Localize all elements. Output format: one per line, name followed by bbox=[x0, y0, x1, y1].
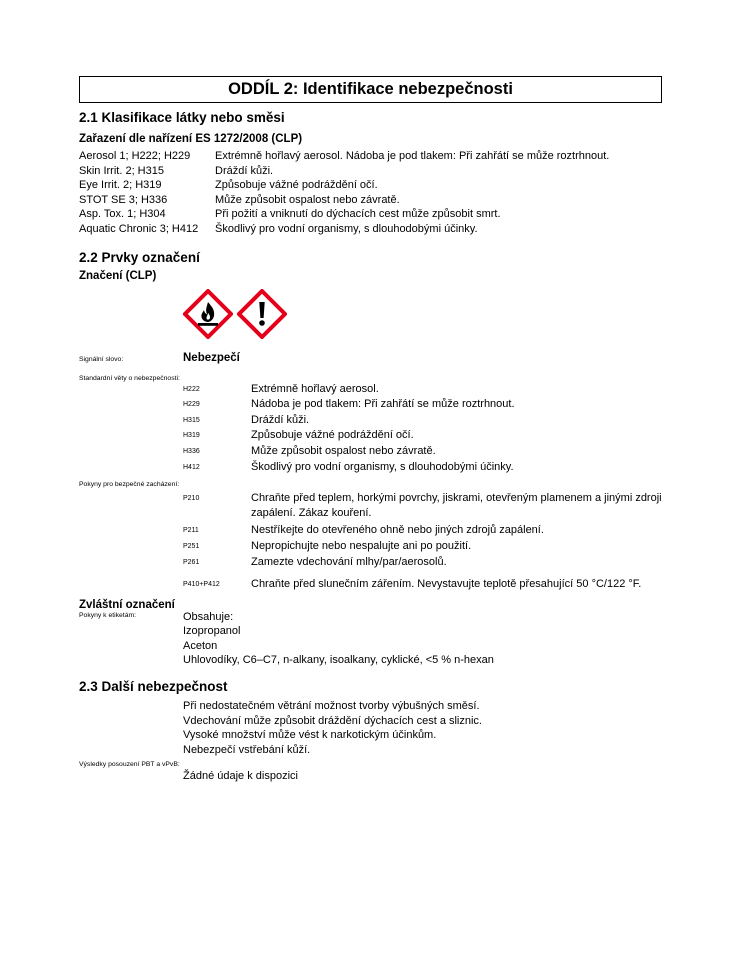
exclamation-pictogram-icon bbox=[237, 289, 287, 339]
label-notes-block bbox=[79, 611, 662, 668]
classification-row bbox=[79, 164, 662, 179]
classification-code: Skin Irrit. 2; H315 bbox=[79, 164, 164, 177]
h-code: H222 bbox=[183, 385, 200, 393]
p-code: P210 bbox=[183, 495, 200, 503]
other-hazard-line: Při nedostatečném větrání možnost tvorby výbušných směsí. bbox=[183, 700, 480, 713]
pbt-label: Výsledky posouzení PBT a vPvB: bbox=[79, 761, 180, 769]
other-hazards-list bbox=[183, 699, 662, 757]
classification-text: Extrémně hořlavý aerosol. Nádoba je pod tlakem: Při zahřátí se může roztrhnout. bbox=[215, 150, 610, 162]
p-text: Chraňte před slunečním zářením. Nevystavujte teplotě přesahující 50 °C/122 °F. bbox=[251, 578, 642, 591]
section-title: ODDÍL 2: Identifikace nebezpečnosti bbox=[79, 76, 662, 103]
other-hazard-line: Nebezpečí vstřebání kůží. bbox=[183, 743, 311, 756]
p-code: P410+P412 bbox=[183, 581, 220, 589]
classification-text: Může způsobit ospalost nebo závratě. bbox=[215, 193, 400, 206]
classification-row bbox=[79, 222, 662, 237]
subheading-clp-classification: Zařazení dle nařízení ES 1272/2008 (CLP) bbox=[79, 133, 303, 145]
classification-row bbox=[79, 207, 662, 222]
classification-code: Aquatic Chronic 3; H412 bbox=[79, 222, 199, 235]
p-text: Nestříkejte do otevřeného ohně nebo jiných zdrojů zapálení. bbox=[251, 524, 544, 537]
p-statement bbox=[79, 577, 662, 593]
h-code: H319 bbox=[183, 432, 200, 440]
special-labelling-heading: Zvláštní označení bbox=[79, 598, 175, 611]
label-notes-list bbox=[183, 610, 494, 668]
classification-text: Při požití a vniknutí do dýchacích cest může způsobit smrt. bbox=[215, 208, 501, 221]
label-notes-label: Pokyny k etiketám: bbox=[79, 611, 137, 619]
p-code: P211 bbox=[183, 527, 199, 535]
classification-text: Dráždí kůži. bbox=[215, 164, 274, 177]
h-text: Škodlivý pro vodní organismy, s dlouhodobými účinky. bbox=[251, 460, 514, 473]
label-note: Obsahuje: bbox=[183, 610, 234, 623]
h-statement bbox=[79, 444, 662, 460]
p-statement bbox=[79, 523, 662, 539]
h-text: Způsobuje vážné podráždění očí. bbox=[251, 429, 414, 442]
heading-2-3: 2.3 Další nebezpečnost bbox=[79, 679, 228, 695]
h-statement bbox=[79, 413, 662, 429]
p-text: Nepropichujte nebo nespalujte ani po použití. bbox=[251, 539, 472, 552]
p-code: P261 bbox=[183, 558, 200, 566]
classification-row bbox=[79, 193, 662, 208]
classification-code: STOT SE 3; H336 bbox=[79, 193, 168, 206]
classification-row bbox=[79, 178, 662, 193]
flame-pictogram-icon bbox=[183, 289, 233, 339]
label-note: Uhlovodíky, C6–C7, n-alkany, isoalkany, cyklické, <5 % n-hexan bbox=[183, 654, 494, 667]
classification-code: Aerosol 1; H222; H229 bbox=[79, 150, 191, 162]
h-text: Extrémně hořlavý aerosol. bbox=[251, 382, 379, 395]
p-code: P251 bbox=[183, 542, 200, 550]
label-note: Izopropanol bbox=[183, 625, 241, 638]
p-statements-list bbox=[79, 491, 662, 593]
heading-2-1: 2.1 Klasifikace látky nebo směsi bbox=[79, 110, 285, 125]
p-statement bbox=[79, 491, 662, 520]
label-note: Aceton bbox=[183, 639, 218, 652]
signal-word: Nebezpečí bbox=[183, 351, 240, 364]
h-statement bbox=[79, 460, 662, 476]
h-statement bbox=[79, 382, 662, 398]
h-code: H315 bbox=[183, 416, 200, 424]
classification-code: Eye Irrit. 2; H319 bbox=[79, 179, 162, 192]
h-code: H336 bbox=[183, 447, 200, 455]
sds-page bbox=[79, 76, 662, 784]
p-statement bbox=[79, 539, 662, 555]
other-hazard-line: Vdechování může způsobit dráždění dýchacích cest a sliznic. bbox=[183, 714, 482, 727]
p-text: Zamezte vdechování mlhy/par/aerosolů. bbox=[251, 555, 447, 568]
p-text: Chraňte před teplem, horkými povrchy, jiskrami, otevřeným plamenem a jinými zdroji zapálení. Zákaz kouření. bbox=[251, 492, 662, 519]
p-statement bbox=[79, 555, 662, 571]
h-statement bbox=[79, 397, 662, 413]
h-text: Může způsobit ospalost nebo závratě. bbox=[251, 444, 436, 457]
h-statements-label: Standardní věty o nebezpečnosti: bbox=[79, 374, 180, 382]
h-statement bbox=[79, 428, 662, 444]
pbt-value: Žádné údaje k dispozici bbox=[183, 770, 298, 783]
h-text: Dráždí kůži. bbox=[251, 413, 310, 426]
classification-text: Škodlivý pro vodní organismy, s dlouhodobými účinky. bbox=[215, 222, 478, 235]
h-code: H229 bbox=[183, 401, 200, 409]
other-hazard-line: Vysoké množství může vést k narkotickým účinkům. bbox=[183, 729, 437, 742]
classification-code: Asp. Tox. 1; H304 bbox=[79, 208, 166, 221]
h-code: H412 bbox=[183, 463, 200, 471]
h-text: Nádoba je pod tlakem: Při zahřátí se může roztrhnout. bbox=[251, 398, 515, 411]
classification-row bbox=[79, 149, 662, 164]
h-statements-list bbox=[79, 382, 662, 476]
subheading-clp-labelling: Značení (CLP) bbox=[79, 269, 157, 282]
classification-table bbox=[79, 149, 662, 237]
pictogram-row bbox=[183, 289, 662, 341]
classification-text: Způsobuje vážné podráždění očí. bbox=[215, 179, 378, 192]
signal-word-row bbox=[79, 352, 662, 364]
heading-2-2: 2.2 Prvky označení bbox=[79, 249, 200, 265]
signal-word-label: Signální slovo: bbox=[79, 355, 124, 363]
p-statements-label: Pokyny pro bezpečné zacházení: bbox=[79, 481, 180, 489]
